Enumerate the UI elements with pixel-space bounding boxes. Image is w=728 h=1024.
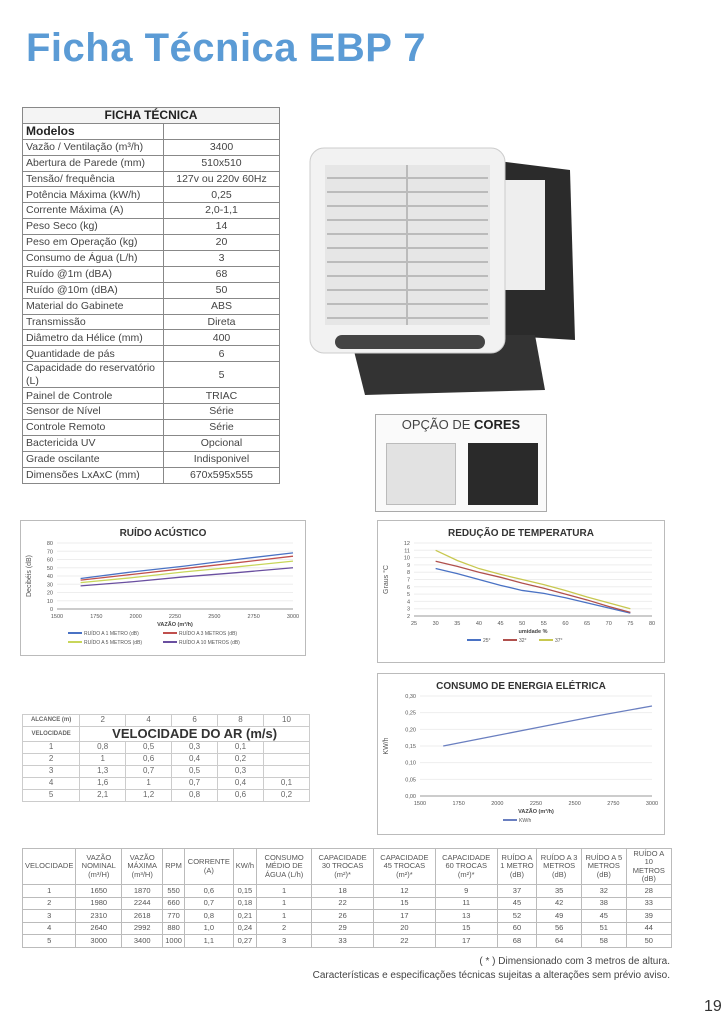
- x-axis-label: umidade %: [518, 629, 548, 635]
- series-line: [81, 553, 293, 579]
- table-cell: 1: [257, 897, 312, 910]
- spec-row: [23, 420, 280, 436]
- spec-label: Diâmetro da Hélice (mm): [23, 330, 164, 346]
- table-cell: 35: [537, 885, 582, 898]
- table-cell: 38: [581, 897, 626, 910]
- table-cell: 39: [626, 910, 671, 923]
- table-cell: 0,7: [184, 897, 233, 910]
- spec-row: [23, 314, 280, 330]
- table-cell: 0,6: [184, 885, 233, 898]
- x-tick-label: 45: [497, 621, 504, 627]
- footnote-disclaimer: Características e especificações técnicas sujeitas a alterações sem prévio aviso.: [312, 970, 670, 981]
- column-header: CORRENTE (A): [184, 849, 233, 885]
- y-tick-label: 40: [46, 574, 53, 580]
- spec-value: 5: [164, 362, 280, 388]
- x-tick-label: 40: [475, 621, 482, 627]
- table-cell: 1,1: [184, 935, 233, 948]
- y-tick-label: 7: [406, 577, 410, 584]
- column-header: VAZÃO MÁXIMA (m³/H): [122, 849, 163, 885]
- spec-value: 510x510: [164, 155, 280, 171]
- table-row: [23, 885, 672, 898]
- y-axis-label: Decibéis (dB): [26, 554, 33, 598]
- spec-row: [23, 362, 280, 388]
- spec-value: 3400: [164, 139, 280, 155]
- table-cell: 33: [626, 897, 671, 910]
- table-cell: 32: [581, 885, 626, 898]
- table-cell: 22: [374, 935, 436, 948]
- spec-value: 20: [164, 235, 280, 251]
- x-tick-label: 1750: [452, 801, 465, 807]
- spec-row: [23, 404, 280, 420]
- table-cell: 44: [626, 922, 671, 935]
- table-cell: 1,0: [184, 922, 233, 935]
- velocity-cell: 0,1: [218, 742, 264, 754]
- spec-label: Material do Gabinete: [23, 298, 164, 314]
- table-cell: 11: [435, 897, 497, 910]
- legend-label: 32°: [519, 638, 527, 644]
- velocity-cell: 0,5: [172, 766, 218, 778]
- column-header: VELOCIDADE: [23, 849, 76, 885]
- table-cell: 15: [435, 922, 497, 935]
- x-axis-label: VAZÃO (m³/h): [518, 809, 554, 815]
- column-header: RUÍDO A 5 METROS (dB): [581, 849, 626, 885]
- velocity-cell: 0,2: [218, 754, 264, 766]
- velocity-row: [23, 778, 310, 790]
- x-tick-label: 2000: [491, 801, 504, 807]
- x-tick-label: 2000: [129, 614, 142, 620]
- table-cell: 20: [374, 922, 436, 935]
- table-cell: 3000: [76, 935, 122, 948]
- air-velocity-table: ALCANCE (m) 2 4 6 8 10 VELOCIDADE VELOCIDADE DO AR (m/s) 1 0,8 0,5 0,3 0,1 2 1 0,6 0,4 0,2 3 1,3 0,7 0,5 0,3 4 1,6 1 0,7 0,4 0,1 5 2,1 1,2 0,8 0,6 0,2: [22, 714, 310, 802]
- table-cell: 56: [537, 922, 582, 935]
- table-cell: 26: [312, 910, 374, 923]
- x-tick-label: 30: [432, 621, 439, 627]
- table-cell: 13: [435, 910, 497, 923]
- page-title: Ficha Técnica EBP 7: [26, 26, 427, 70]
- column-header: RPM: [163, 849, 185, 885]
- noise-chart: [20, 520, 306, 656]
- y-axis-label: KW/h: [383, 737, 390, 755]
- velocity-cell: 1: [23, 742, 80, 754]
- spec-label: Quantidade de pás: [23, 346, 164, 362]
- color-options: OPÇÃO DE CORES: [375, 414, 547, 512]
- x-tick-label: 75: [627, 621, 634, 627]
- table-row: [23, 897, 672, 910]
- column-header: CAPACIDADE 45 TROCAS (m²)*: [374, 849, 436, 885]
- x-tick-label: 25: [410, 621, 418, 627]
- y-tick-label: 0,05: [405, 777, 416, 784]
- legend-label: 25°: [483, 638, 491, 644]
- legend-label: 37°: [555, 638, 563, 644]
- velocity-cell: 1: [126, 778, 172, 790]
- y-tick-label: 10: [46, 598, 53, 605]
- spec-row: [23, 139, 280, 155]
- table-cell: 1870: [122, 885, 163, 898]
- table-cell: 2310: [76, 910, 122, 923]
- table-cell: 37: [497, 885, 537, 898]
- velocity-cell: 1,6: [80, 778, 126, 790]
- series-line: [81, 561, 293, 582]
- spec-value: ABS: [164, 298, 280, 314]
- table-cell: 22: [312, 897, 374, 910]
- y-tick-label: 0,15: [405, 744, 416, 750]
- table-cell: 45: [581, 910, 626, 923]
- y-tick-label: 9: [406, 562, 410, 569]
- table-cell: 17: [435, 935, 497, 948]
- column-header: RUÍDO A 1 METRO (dB): [497, 849, 537, 885]
- x-tick-label: 1500: [50, 614, 64, 620]
- table-cell: 1980: [76, 897, 122, 910]
- velocity-cell: 4: [23, 778, 80, 790]
- table-cell: 3400: [122, 935, 163, 948]
- velocity-row: [23, 742, 310, 754]
- spec-value: 50: [164, 282, 280, 298]
- spec-row: [23, 388, 280, 404]
- legend-label: RUÍDO A 10 METROS (dB): [179, 640, 240, 646]
- y-tick-label: 30: [46, 582, 53, 589]
- velocity-cell: 1,3: [80, 766, 126, 778]
- spec-label: Peso em Operação (kg): [23, 235, 164, 251]
- spec-row: [23, 187, 280, 203]
- spec-value: 2,0-1,1: [164, 203, 280, 219]
- table-cell: 60: [497, 922, 537, 935]
- table-cell: 58: [581, 935, 626, 948]
- velocity-row: [23, 790, 310, 802]
- table-cell: 52: [497, 910, 537, 923]
- y-tick-label: 3: [406, 606, 410, 613]
- spec-value: 14: [164, 219, 280, 235]
- x-tick-label: 2250: [529, 801, 543, 807]
- column-header: CAPACIDADE 30 TROCAS (m²)*: [312, 849, 374, 885]
- spec-label: Consumo de Água (L/h): [23, 251, 164, 267]
- y-tick-label: 0,10: [405, 760, 416, 767]
- x-tick-label: 2250: [168, 614, 182, 620]
- spec-value: 6: [164, 346, 280, 362]
- y-tick-label: 10: [403, 555, 410, 562]
- table-cell: 18: [312, 885, 374, 898]
- energy-chart: [377, 673, 665, 835]
- velocity-cell: 1: [80, 754, 126, 766]
- spec-label: Transmissão: [23, 314, 164, 330]
- temperature-chart: [377, 520, 665, 663]
- table-cell: 33: [312, 935, 374, 948]
- y-axis-label: Graus °C: [383, 565, 390, 594]
- table-cell: 4: [23, 922, 76, 935]
- x-tick-label: 65: [584, 621, 591, 627]
- spec-label: Bactericida UV: [23, 436, 164, 452]
- table-cell: 0,8: [184, 910, 233, 923]
- table-row: [23, 935, 672, 948]
- spec-value: Série: [164, 420, 280, 436]
- velocity-row: [23, 766, 310, 778]
- velocity-cell: 0,6: [126, 754, 172, 766]
- table-cell: 1650: [76, 885, 122, 898]
- table-cell: 880: [163, 922, 185, 935]
- spec-value: 400: [164, 330, 280, 346]
- column-header: CAPACIDADE 60 TROCAS (m²)*: [435, 849, 497, 885]
- velocity-cell: 5: [23, 790, 80, 802]
- velocity-cell: 0,1: [263, 778, 309, 790]
- spec-row: [23, 171, 280, 187]
- product-image: [305, 140, 585, 405]
- y-tick-label: 4: [406, 599, 410, 606]
- y-tick-label: 20: [46, 590, 53, 597]
- table-cell: 9: [435, 885, 497, 898]
- y-tick-label: 12: [403, 541, 410, 547]
- legend-label: KW/h: [519, 818, 532, 824]
- x-tick-label: 55: [540, 621, 547, 627]
- performance-table: [22, 848, 672, 948]
- column-header: RUÍDO A 3 METROS (dB): [537, 849, 582, 885]
- table-cell: 770: [163, 910, 185, 923]
- spec-label: Peso Seco (kg): [23, 219, 164, 235]
- chart-title: CONSUMO DE ENERGIA ELÉTRICA: [436, 681, 606, 692]
- table-cell: 2992: [122, 922, 163, 935]
- table-row: [23, 910, 672, 923]
- spec-row: [23, 155, 280, 171]
- spec-value: 0,25: [164, 187, 280, 203]
- spec-label: Painel de Controle: [23, 388, 164, 404]
- table-cell: 50: [626, 935, 671, 948]
- spec-value: Série: [164, 404, 280, 420]
- table-cell: 0,18: [233, 897, 256, 910]
- y-tick-label: 60: [46, 557, 53, 564]
- velocity-cell: [263, 742, 309, 754]
- velocity-cell: 2,1: [80, 790, 126, 802]
- spec-label: Tensão/ frequência: [23, 171, 164, 187]
- x-axis-label: VAZÃO (m³/h): [157, 622, 193, 628]
- legend-label: RUÍDO A 3 METROS (dB): [179, 631, 238, 637]
- series-line: [443, 706, 652, 746]
- spec-label: Grade oscilante: [23, 452, 164, 468]
- table-cell: 0,21: [233, 910, 256, 923]
- spec-row: [23, 452, 280, 468]
- velocity-cell: 0,8: [172, 790, 218, 802]
- spec-row: [23, 203, 280, 219]
- table-cell: 1000: [163, 935, 185, 948]
- table-cell: 49: [537, 910, 582, 923]
- models-label: Modelos: [23, 123, 164, 139]
- spec-table: [22, 107, 280, 484]
- color-option-white: [386, 443, 456, 505]
- velocity-cell: 0,7: [126, 766, 172, 778]
- column-header: VAZÃO NOMINAL (m³/H): [76, 849, 122, 885]
- x-tick-label: 35: [454, 621, 461, 627]
- column-header: KW/h: [233, 849, 256, 885]
- table-cell: 0,15: [233, 885, 256, 898]
- legend-label: RUÍDO A 1 METRO (dB): [84, 631, 139, 637]
- table-row: [23, 922, 672, 935]
- footnote-dimension: ( * ) Dimensionado com 3 metros de altura.: [479, 956, 670, 967]
- legend-label: RUÍDO A 5 METROS (dB): [84, 640, 143, 646]
- velocity-cell: [263, 766, 309, 778]
- spec-row: [23, 436, 280, 452]
- spec-value: 127v ou 220v 60Hz: [164, 171, 280, 187]
- table-cell: 0,24: [233, 922, 256, 935]
- spec-value: 670x595x555: [164, 467, 280, 483]
- table-cell: 5: [23, 935, 76, 948]
- x-tick-label: 1500: [413, 801, 427, 807]
- y-tick-label: 0: [49, 607, 53, 613]
- table-cell: 2: [257, 922, 312, 935]
- velocity-cell: 0,8: [80, 742, 126, 754]
- table-cell: 1: [257, 885, 312, 898]
- spec-label: Potência Máxima (kW/h): [23, 187, 164, 203]
- table-cell: 550: [163, 885, 185, 898]
- spec-value: TRIAC: [164, 388, 280, 404]
- table-cell: 28: [626, 885, 671, 898]
- velocity-cell: 0,3: [218, 766, 264, 778]
- y-tick-label: 11: [404, 548, 410, 555]
- velocity-cell: 2: [23, 754, 80, 766]
- y-tick-label: 0,00: [405, 794, 416, 800]
- velocity-cell: [263, 754, 309, 766]
- x-tick-label: 2500: [568, 801, 581, 807]
- x-tick-label: 3000: [645, 801, 659, 807]
- y-tick-label: 8: [406, 570, 410, 577]
- x-tick-label: 2500: [208, 614, 221, 620]
- spec-row: [23, 346, 280, 362]
- table-cell: 15: [374, 897, 436, 910]
- table-cell: 2: [23, 897, 76, 910]
- spec-row: [23, 235, 280, 251]
- table-cell: 660: [163, 897, 185, 910]
- x-tick-label: 60: [562, 621, 569, 627]
- spec-label: Controle Remoto: [23, 420, 164, 436]
- table-cell: 42: [537, 897, 582, 910]
- spec-row: [23, 467, 280, 483]
- x-tick-label: 2750: [607, 801, 620, 807]
- y-tick-label: 70: [46, 549, 53, 556]
- velocity-cell: 0,3: [172, 742, 218, 754]
- table-cell: 17: [374, 910, 436, 923]
- velocity-cell: 0,7: [172, 778, 218, 790]
- spec-row: [23, 251, 280, 267]
- x-tick-label: 80: [648, 621, 656, 627]
- velocity-cell: 0,4: [218, 778, 264, 790]
- spec-label: Dimensões LxAxC (mm): [23, 467, 164, 483]
- chart-title: RUÍDO ACÚSTICO: [119, 528, 207, 539]
- chart-title: REDUÇÃO DE TEMPERATURA: [448, 528, 594, 539]
- spec-label: Vazão / Ventilação (m³/h): [23, 139, 164, 155]
- spec-label: Capacidade do reservatório (L): [23, 362, 164, 388]
- y-tick-label: 0,30: [405, 694, 416, 700]
- spec-value: Indisponivel: [164, 452, 280, 468]
- x-tick-label: 3000: [286, 614, 300, 620]
- velocity-cell: 3: [23, 766, 80, 778]
- y-tick-label: 0,20: [405, 727, 416, 734]
- spec-label: Ruído @10m (dBA): [23, 282, 164, 298]
- spec-value: 68: [164, 266, 280, 282]
- page-number: 19: [704, 998, 722, 1015]
- velocity-cell: 0,4: [172, 754, 218, 766]
- x-tick-label: 50: [519, 621, 526, 627]
- spec-value: Opcional: [164, 436, 280, 452]
- table-cell: 0,27: [233, 935, 256, 948]
- spec-value: 3: [164, 251, 280, 267]
- table-cell: 1: [257, 910, 312, 923]
- color-option-black: [468, 443, 538, 505]
- spec-label: Abertura de Parede (mm): [23, 155, 164, 171]
- column-header: CONSUMO MÉDIO DE ÁGUA (L/h): [257, 849, 312, 885]
- table-cell: 3: [257, 935, 312, 948]
- spec-row: [23, 330, 280, 346]
- velocity-row: [23, 754, 310, 766]
- column-header: RUÍDO A 10 METROS (dB): [626, 849, 671, 885]
- velocity-cell: 1,2: [126, 790, 172, 802]
- x-tick-label: 2750: [247, 614, 260, 620]
- spec-value: Direta: [164, 314, 280, 330]
- table-cell: 2618: [122, 910, 163, 923]
- table-cell: 12: [374, 885, 436, 898]
- spec-row: [23, 282, 280, 298]
- table-cell: 45: [497, 897, 537, 910]
- velocity-cell: 0,2: [263, 790, 309, 802]
- y-tick-label: 5: [406, 592, 410, 599]
- table-cell: 29: [312, 922, 374, 935]
- y-tick-label: 50: [46, 565, 53, 572]
- table-cell: 2244: [122, 897, 163, 910]
- spec-label: Corrente Máxima (A): [23, 203, 164, 219]
- spec-row: [23, 219, 280, 235]
- spec-header: FICHA TÉCNICA: [23, 108, 280, 124]
- velocity-cell: 0,5: [126, 742, 172, 754]
- x-tick-label: 1750: [90, 614, 103, 620]
- table-cell: 3: [23, 910, 76, 923]
- spec-row: [23, 266, 280, 282]
- y-tick-label: 0,25: [405, 710, 416, 717]
- table-cell: 51: [581, 922, 626, 935]
- y-tick-label: 6: [406, 584, 410, 591]
- spec-label: Sensor de Nível: [23, 404, 164, 420]
- spec-label: Ruído @1m (dBA): [23, 266, 164, 282]
- table-cell: 2640: [76, 922, 122, 935]
- table-cell: 64: [537, 935, 582, 948]
- table-cell: 1: [23, 885, 76, 898]
- table-cell: 68: [497, 935, 537, 948]
- spec-row: [23, 298, 280, 314]
- velocity-cell: 0,6: [218, 790, 264, 802]
- x-tick-label: 70: [605, 621, 612, 627]
- series-line: [436, 569, 631, 614]
- y-tick-label: 2: [406, 614, 410, 620]
- y-tick-label: 80: [46, 541, 53, 547]
